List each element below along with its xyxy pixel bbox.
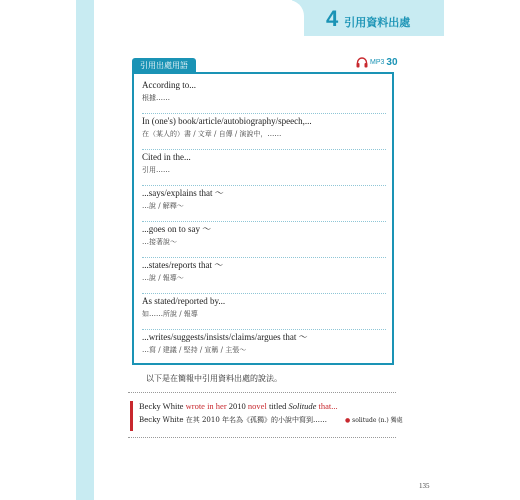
phrase-row [142, 260, 386, 294]
page-number: 135 [419, 482, 430, 490]
example-english [139, 401, 396, 412]
example-highlight: novel [247, 401, 267, 411]
phrase-row [142, 116, 386, 150]
gloss-bullet: ● [345, 417, 351, 424]
chapter-title: 引用資料出處 [344, 16, 411, 29]
example-text-segment: titled [266, 401, 289, 411]
phrase-chinese: …接著說～ [142, 238, 177, 246]
vocab-gloss [345, 415, 403, 424]
phrase-chinese: 引用…… [142, 166, 170, 174]
phrase-english: ...says/explains that ～ [142, 188, 224, 198]
divider [128, 437, 396, 438]
intro-text: 以下是在簡報中引用資料出處的說法。 [146, 374, 282, 383]
phrase-english: According to... [142, 80, 196, 90]
example-text-segment: 2010 [226, 401, 248, 411]
audio-label: MP3 [370, 59, 385, 66]
gloss-text: solitude (n.) 獨處 [352, 417, 403, 424]
audio-track-number: 30 [386, 57, 398, 68]
example-title-italic: Solitude [288, 401, 317, 411]
chapter-number: 4 [326, 6, 339, 31]
phrase-chinese: …說 / 解釋～ [142, 202, 184, 210]
phrase-row [142, 332, 386, 360]
phrase-chinese: 根據…… [142, 94, 170, 102]
phrase-chinese: …寫 / 建議 / 堅持 / 宣稱 / 主張～ [142, 346, 247, 354]
phrase-english: ...goes on to say ～ [142, 224, 212, 234]
phrase-english: In (one's) book/article/autobiography/speech,... [142, 116, 312, 126]
audio-track[interactable] [356, 57, 398, 68]
phrase-row [142, 188, 386, 222]
sheet-corner [94, 0, 304, 42]
chapter-heading [326, 6, 410, 32]
phrase-row [142, 152, 386, 186]
phrase-english: ...writes/suggests/insists/claims/argues that ～ [142, 332, 308, 342]
phrase-chinese: …說 / 報導～ [142, 274, 184, 282]
phrase-row [142, 224, 386, 258]
phrase-row [142, 80, 386, 114]
phrase-english: As stated/reported by... [142, 296, 226, 306]
phrase-box [132, 72, 394, 365]
phrase-row [142, 296, 386, 330]
headphones-icon [356, 57, 368, 68]
example-highlight: wrote in her [185, 401, 227, 411]
example-chinese: Becky White 在其 2010 年名為《孤獨》的小說中寫到…… [139, 416, 328, 424]
example-text-segment: Becky White [139, 401, 186, 411]
example-block [130, 401, 403, 431]
phrase-chinese: 在（某人的）書 / 文章 / 自傳 / 演說中，…… [142, 130, 282, 138]
phrase-english: ...states/reports that ～ [142, 260, 224, 270]
example-highlight: that... [316, 401, 338, 411]
divider [128, 392, 396, 393]
phrase-box-tab: 引用出處用語 [132, 58, 196, 73]
phrase-chinese: 如……所說 / 報導 [142, 310, 198, 318]
phrase-english: Cited in the... [142, 152, 191, 162]
